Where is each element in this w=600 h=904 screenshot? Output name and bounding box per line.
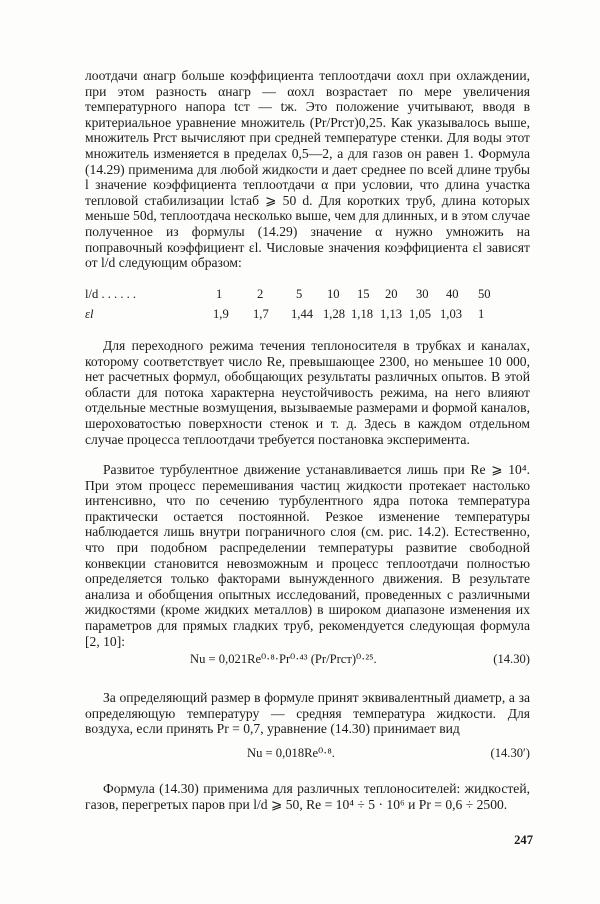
table-row-label: l/d . . . . . . bbox=[85, 287, 137, 301]
table-cell: 1,03 bbox=[440, 307, 463, 321]
page-number: 247 bbox=[514, 833, 533, 847]
table-cell: 1 bbox=[478, 307, 485, 321]
paragraph-heat-transfer-correction bbox=[85, 68, 530, 271]
table-cell: 1,7 bbox=[253, 307, 269, 321]
table-cell: 20 bbox=[385, 287, 398, 301]
formula-expression: Nu = 0,021Re⁰·⁸·Pr⁰·⁴³ (Pr/Prст)⁰·²⁵. bbox=[190, 652, 377, 666]
equation-number: (14.30′) bbox=[490, 746, 530, 760]
table-cell: 40 bbox=[446, 287, 459, 301]
table-cell: 50 bbox=[478, 287, 491, 301]
equation-number: (14.30) bbox=[493, 652, 530, 666]
table-row-ld bbox=[85, 287, 505, 307]
table-cell: 30 bbox=[416, 287, 429, 301]
table-cell: 2 bbox=[257, 287, 264, 301]
table-row-label: εl bbox=[85, 307, 94, 321]
table-cell: 15 bbox=[357, 287, 370, 301]
table-cell: 1,44 bbox=[291, 307, 314, 321]
paragraph-transitional-regime bbox=[85, 338, 530, 447]
paragraph-text: За определяющий размер в формуле принят эквивалентный диаметр, а за определяющую температуру — средняя температура жидкости. Для воздуха, если принять Pr = 0,7, уравнение (14.30) принимает вид bbox=[85, 690, 530, 737]
table-cell: 5 bbox=[296, 287, 303, 301]
table-cell: 10 bbox=[327, 287, 340, 301]
paragraph-defining-size bbox=[85, 690, 530, 737]
paragraph-turbulent-motion bbox=[85, 462, 530, 649]
table-cell: 1,18 bbox=[351, 307, 374, 321]
paragraph-text: лоотдачи αнагр больше коэффициента теплоотдачи αохл при охлаждении, при этом разность αнагр — αохл возрастает по мере увеличения температурного напора tст — tж. Это положение учитывают, вводя в критериальное уравнение множитель (Pr/Prст)0,25. Как указывалось выше, множитель Prст вычисляют при средней температуре стенки. Для воды этот множитель изменяется в пределах 0,5—2, а для газов он равен 1. Формула (14.29) применима для любой жидкости и дает среднее по всей длине трубы l значение коэффициента теплоотдачи α при условии, что длина участка тепловой стабилизации lстаб ⩾ 50 d. Для коротких труб, длина которых меньше 50d, теплоотдача несколько выше, чем для длинных, и в этом случае полученное из формулы (14.29) значение α нужно умножить на поправочный коэффициент εl. Числовые значения коэффициента εl зависят от l/d следующим образом: bbox=[85, 68, 530, 271]
table-cell: 1,28 bbox=[323, 307, 346, 321]
table-cell: 1,9 bbox=[213, 307, 229, 321]
paragraph-applicability bbox=[85, 781, 530, 812]
paragraph-text: Развитое турбулентное движение устанавливается лишь при Re ⩾ 10⁴. При этом процесс перемешивания частиц жидкости протекает настолько интенсивно, что по сечению турбулентного ядра потока температура практически остается постоянной. Резкое изменение температуры наблюдается лишь внутри пограничного слоя (см. рис. 14.2). Естественно, что при подобном распределении температуры развитие свободной конвекции становится невозможным и процесс теплоотдачи полностью определяется только факторами вынужденного движения. В результате анализа и обобщения опытных исследований, проведенных с различными жидкостями (кроме жидких металлов) в широком диапазоне изменения их параметров для прямых гладких труб, рекомендуется следующая формула [2, 10]: bbox=[85, 462, 530, 649]
paragraph-text: Для переходного режима течения теплоносителя в трубках и каналах, которому соответствует число Re, превышающее 2300, но меньшее 10 000, нет расчетных формул, обобщающих результаты различных опытов. В этой области для потока характерна неустойчивость режима, на него влияют отдельные местные возмущения, вызываемые размерами и формой каналов, шероховатостью поверхности стенок и т. д. Здесь в каждом отдельном случае процесса теплоотдачи требуется постановка эксперимента. bbox=[85, 338, 530, 447]
paragraph-text: Формула (14.30) применима для различных теплоносителей: жидкостей, газов, перегретых паров при l/d ⩾ 50, Re = 10⁴ ÷ 5 · 10⁶ и Pr = 0,6 ÷ 2500. bbox=[85, 781, 530, 812]
table-cell: 1,05 bbox=[409, 307, 432, 321]
table-row-epsilon bbox=[85, 307, 505, 327]
formula-expression: Nu = 0,018Re⁰·⁸. bbox=[247, 746, 335, 760]
correction-coefficient-table bbox=[85, 287, 505, 327]
table-cell: 1 bbox=[216, 287, 223, 301]
table-cell: 1,13 bbox=[380, 307, 403, 321]
